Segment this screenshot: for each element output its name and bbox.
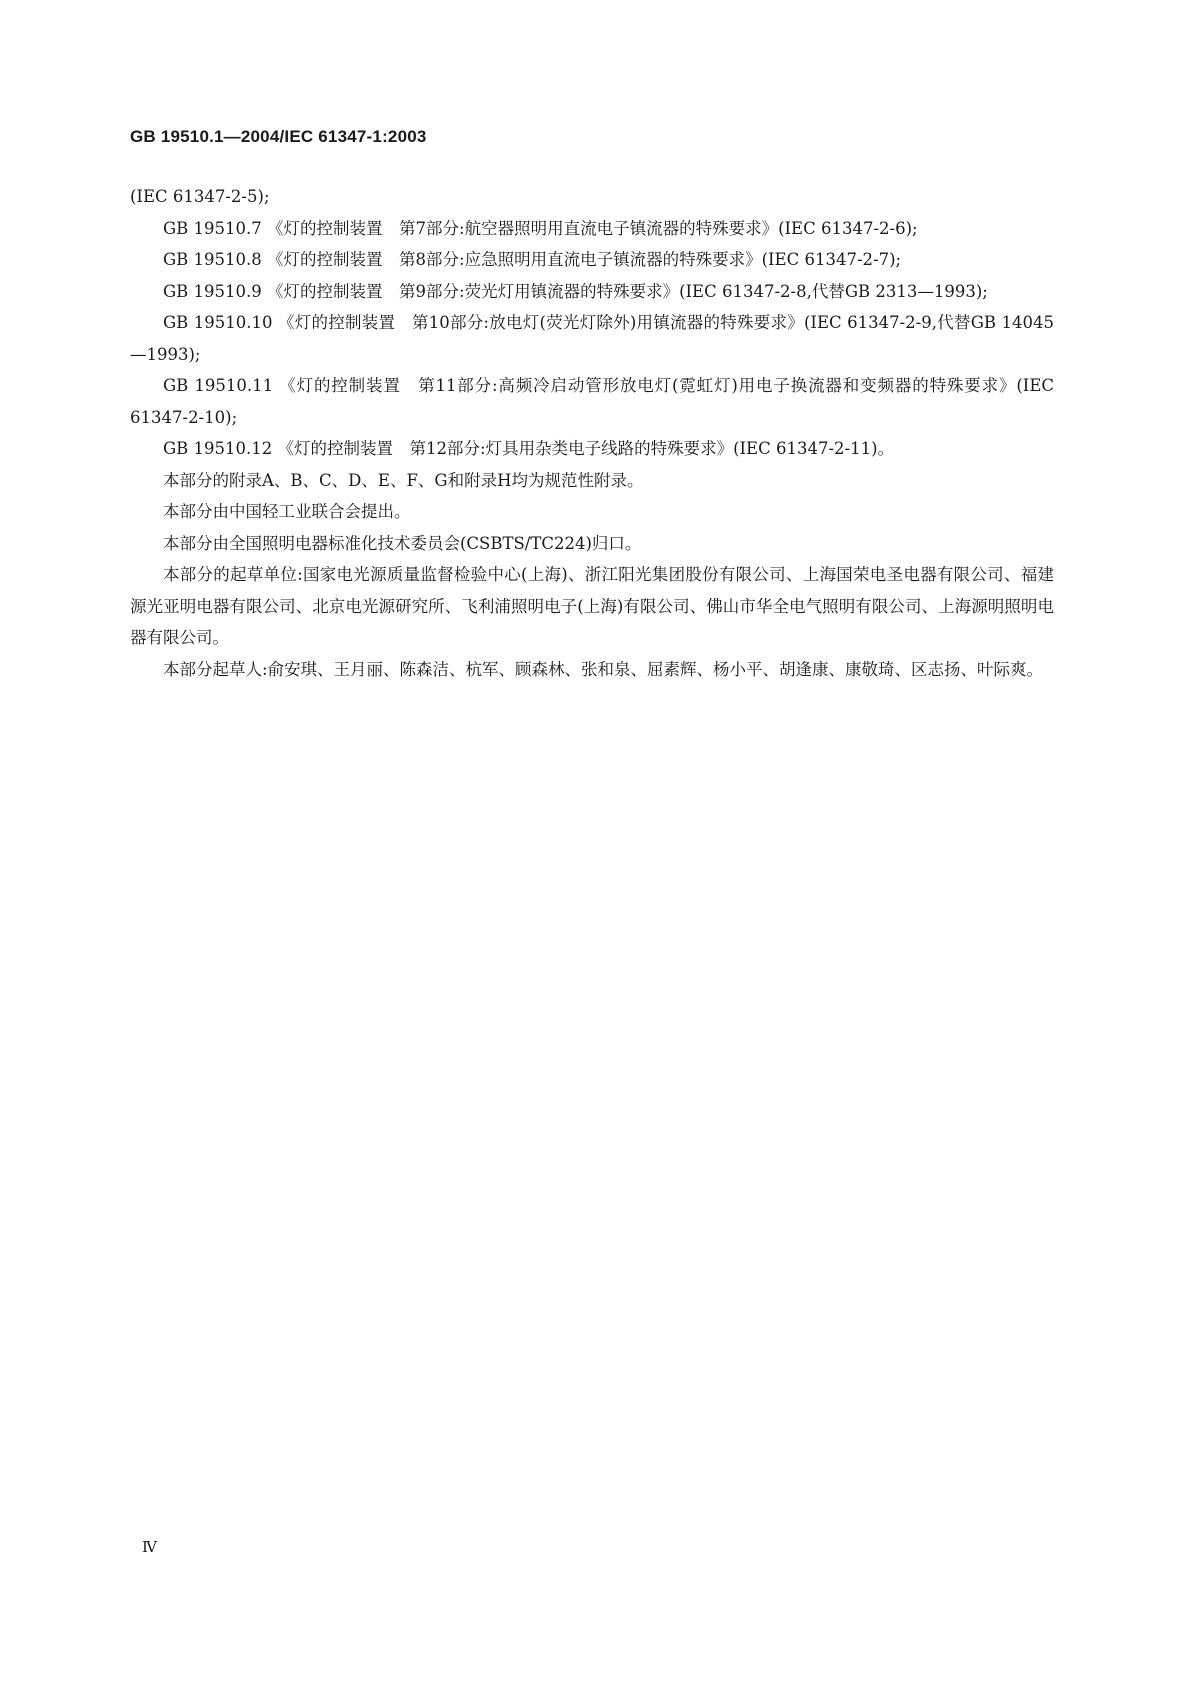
page-number: Ⅳ — [142, 1538, 157, 1556]
paragraph-part-12: GB 19510.12 《灯的控制装置 第12部分:灯具用杂类电子线路的特殊要求》(IEC 61347-2-11)。 — [163, 439, 895, 458]
paragraph-part-10: GB 19510.10 《灯的控制装置 第10部分:放电灯(荧光灯除外)用镇流器的特殊要求》(IEC 61347-2-9,代替GB 14045—1993); — [130, 313, 1054, 364]
paragraph-drafting-units: 本部分的起草单位:国家电光源质量监督检验中心(上海)、浙江阳光集团股份有限公司、上海国荣电圣电器有限公司、福建源光亚明电器有限公司、北京电光源研究所、飞利浦照明电子(上海)有限公司、佛山市华全电气照明有限公司、上海源明照明电器有限公司。 — [130, 565, 1054, 647]
paragraph-centralized-by: 本部分由全国照明电器标准化技术委员会(CSBTS/TC224)归口。 — [163, 533, 642, 553]
paragraph-part-8: GB 19510.8 《灯的控制装置 第8部分:应急照明用直流电子镇流器的特殊要求》(IEC 61347-2-7); — [163, 250, 902, 269]
standard-number-header: GB 19510.1—2004/IEC 61347-1:2003 — [130, 127, 427, 146]
paragraph-iec-reference: (IEC 61347-2-5); — [130, 187, 270, 206]
paragraph-proposed-by: 本部分由中国轻工业联合会提出。 — [163, 502, 411, 521]
paragraph-part-9: GB 19510.9 《灯的控制装置 第9部分:荧光灯用镇流器的特殊要求》(IEC 61347-2-8,代替GB 2313—1993); — [163, 281, 988, 301]
foreword-content — [130, 181, 1054, 685]
paragraph-annexes: 本部分的附录A、B、C、D、E、F、G和附录H均为规范性附录。 — [163, 470, 644, 490]
paragraph-part-11: GB 19510.11 《灯的控制装置 第11部分:高频冷启动管形放电灯(霓虹灯)用电子换流器和变频器的特殊要求》(IEC 61347-2-10); — [130, 376, 1054, 427]
paragraph-drafters: 本部分起草人:俞安琪、王月丽、陈森洁、杭军、顾森林、张和泉、屈素辉、杨小平、胡逢康、康敬琦、区志扬、叶际爽。 — [163, 659, 1044, 679]
paragraph-part-7: GB 19510.7 《灯的控制装置 第7部分:航空器照明用直流电子镇流器的特殊要求》(IEC 61347-2-6); — [163, 218, 918, 238]
